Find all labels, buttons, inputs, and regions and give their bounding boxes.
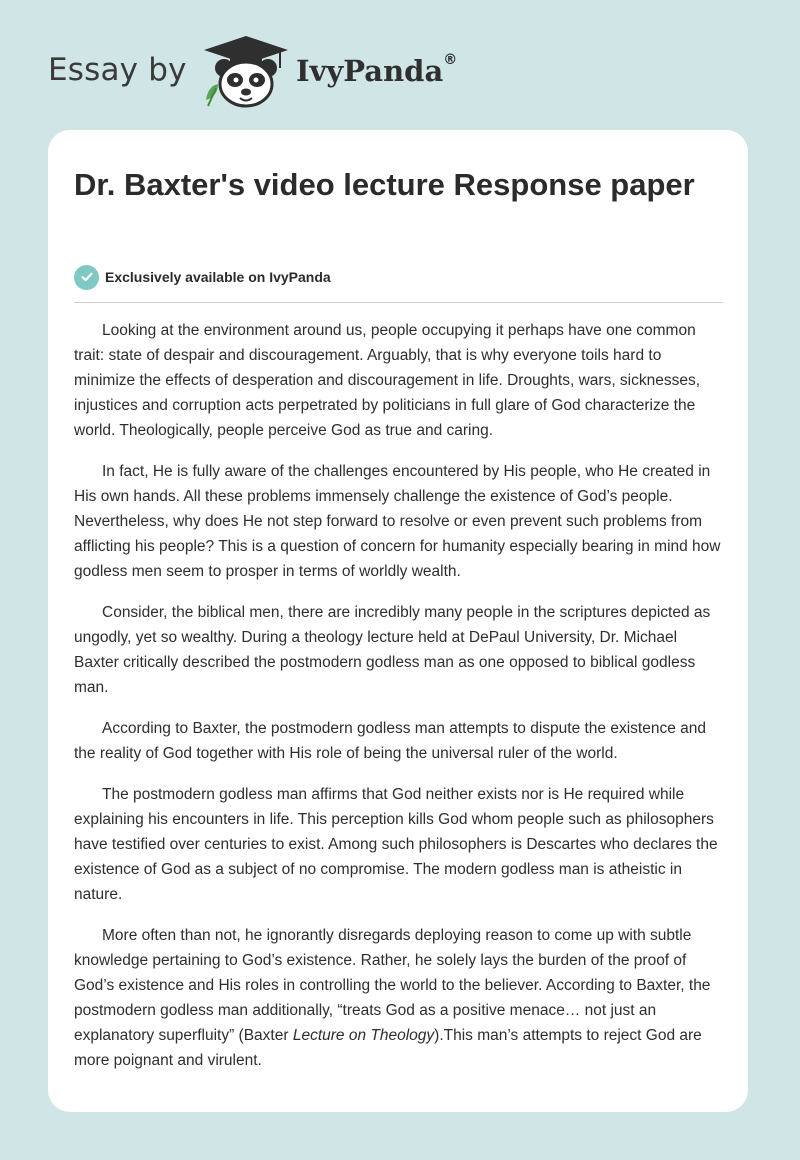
paragraph-text: More often than not, he ignorantly disregards deploying reason to come up with subtle knowledge pertaining to God’s existence. Rather, he solely lays the burden of the proof of God’s existence and His roles in controlling the world to the believer. According to Baxter, the postmodern godless man additionally, “treats God as a positive menace… not just an explanatory superfluity” (Baxter (74, 927, 711, 1044)
paragraph: The postmodern godless man affirms that God neither exists nor is He required while explaining his encounters in life. This perception kills God whom people such as philosophers have testified over centuries to exist. Among such philosophers is Descartes who declares the existence of God as a subject of no compromise. The modern godless man is atheistic in nature. (74, 786, 718, 903)
exclusive-badge (74, 264, 331, 290)
citation-title: Lecture on Theology (292, 1027, 435, 1044)
badge-label: Exclusively available on IvyPanda (105, 269, 331, 285)
site-header (0, 0, 800, 130)
paragraph-text: ).This man’s attempts to reject God are more poignant and virulent. (74, 1027, 702, 1069)
check-circle-icon (74, 265, 99, 290)
essay-by-label: Essay by (48, 52, 187, 88)
essay-title: Dr. Baxter's video lecture Response paper (74, 167, 695, 202)
essay-card (48, 130, 748, 1112)
paragraph: Consider, the biblical men, there are incredibly many people in the scriptures depicted as ungodly, yet so wealthy. During a theology lecture held at DePaul University, Dr. Michael Baxter critically described the postmodern godless man as one opposed to biblical godless man. (74, 604, 711, 696)
paragraph: According to Baxter, the postmodern godless man attempts to dispute the existence and the reality of God together with His role of being the universal ruler of the world. (74, 720, 706, 762)
paragraph: Looking at the environment around us, people occupying it perhaps have one common trait: state of despair and discouragement. Arguably, that is why everyone toils hard to minimize the effects of desperation and discouragement in life. Droughts, wars, sicknesses, injustices and corruption acts perpetrated by politicians in full glare of God characterize the world. Theologically, people perceive God as true and caring. (74, 322, 701, 439)
essay-body (74, 318, 724, 1089)
divider (74, 302, 723, 303)
paragraph: In fact, He is fully aware of the challenges encountered by His people, who He created in His own hands. All these problems immensely challenge the existence of God’s people. Nevertheless, why does He not step forward to resolve or even prevent such problems from afflicting his people? This is a question of concern for humanity especially bearing in mind how godless men seem to prosper in terms of worldly wealth. (74, 463, 721, 580)
brand-name[interactable]: IvyPanda® (296, 52, 458, 88)
panda-graduate-icon[interactable] (200, 34, 292, 110)
paragraph (74, 923, 724, 1073)
